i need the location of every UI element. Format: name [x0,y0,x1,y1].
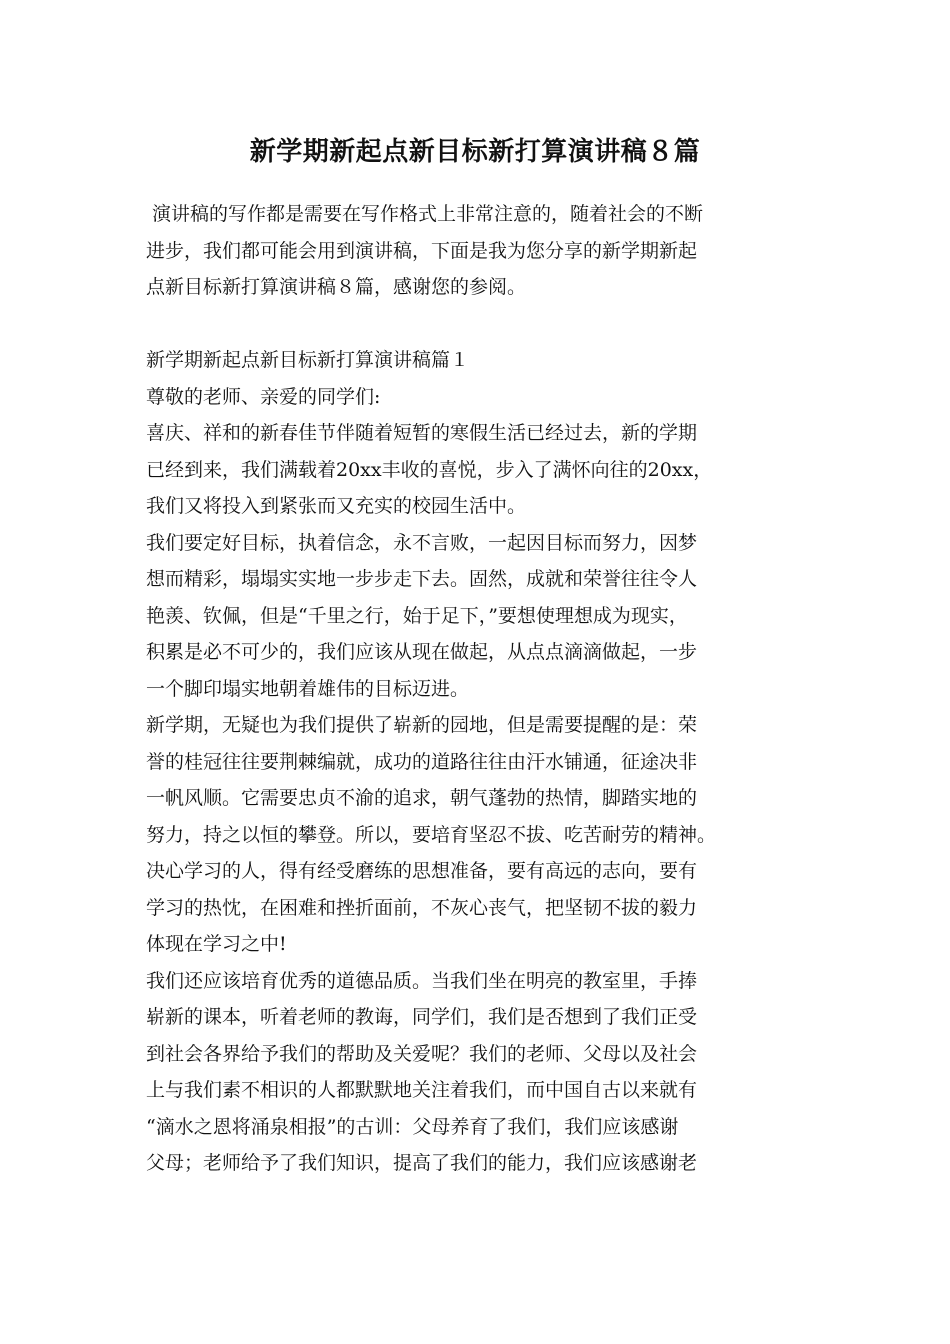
body-line: 喜庆、祥和的新春佳节伴随着短暂的寒假生活已经过去，新的学期 [146,422,698,444]
body-line: “滴水之恩将涌泉相报”的古训：父母养育了我们，我们应该感谢 [146,1115,679,1138]
intro-line: 进步，我们都可能会用到演讲稿，下面是我为您分享的新学期新起 [146,239,698,262]
document-body [146,196,826,1182]
section-heading: 新学期新起点新目标新打算演讲稿篇１ [146,349,470,371]
body-line: 一帆风顺。它需要忠贞不渝的追求，朝气蓬勃的热情，脚踏实地的 [146,787,698,809]
intro-line: 点新目标新打算演讲稿８篇，感谢您的参阅。 [146,276,527,298]
intro-line: 演讲稿的写作都是需要在写作格式上非常注意的，随着社会的不断 [146,203,704,225]
body-line: 已经到来，我们满载着20xx丰收的喜悦，步入了满怀向往的20xx， [146,458,713,481]
body-line: 到社会各界给予我们的帮助及关爱呢？我们的老师、父母以及社会 [146,1042,698,1065]
body-line: 尊敬的老师、亲爱的同学们: [146,385,381,408]
body-line: 上与我们素不相识的人都默默地关注着我们，而中国自古以来就有 [146,1079,698,1101]
body-line: 艳羡、钦佩，但是“千里之行，始于足下，”要想使理想成为现实， [146,604,688,627]
body-line: 积累是必不可少的，我们应该从现在做起，从点点滴滴做起，一步 [146,641,698,663]
body-line: 决心学习的人，得有经受磨练的思想准备，要有高远的志向，要有 [146,860,698,882]
body-line: 学习的热忱，在困难和挫折面前，不灰心丧气，把坚韧不拔的毅力 [146,896,698,919]
body-line: 一个脚印塌实地朝着雄伟的目标迈进。 [146,677,470,700]
body-line: 崭新的课本，听着老师的教诲，同学们，我们是否想到了我们正受 [146,1006,698,1028]
paragraph-gap [146,306,826,343]
document-title: 新学期新起点新目标新打算演讲稿８篇 [249,137,701,167]
body-line: 想而精彩，塌塌实实地一步步走下去。固然，成就和荣誉往往令人 [146,568,698,590]
body-line: 我们要定好目标，执着信念，永不言败，一起因目标而努力，因梦 [146,531,698,554]
body-line: 体现在学习之中! [146,933,287,955]
body-line: 新学期，无疑也为我们提供了崭新的园地，但是需要提醒的是：荣 [146,714,698,736]
body-line: 父母；老师给予了我们知识，提高了我们的能力，我们应该感谢老 [146,1152,698,1174]
body-line: 我们还应该培育优秀的道德品质。当我们坐在明亮的教室里，手捧 [146,969,698,992]
body-line: 努力，持之以恒的攀登。所以，要培育坚忍不拔、吃苦耐劳的精神。 [146,823,717,846]
body-line: 誉的桂冠往往要荆棘编就，成功的道路往往由汗水铺通，征途决非 [146,750,698,773]
body-line: 我们又将投入到紧张而又充实的校园生活中。 [146,495,527,517]
